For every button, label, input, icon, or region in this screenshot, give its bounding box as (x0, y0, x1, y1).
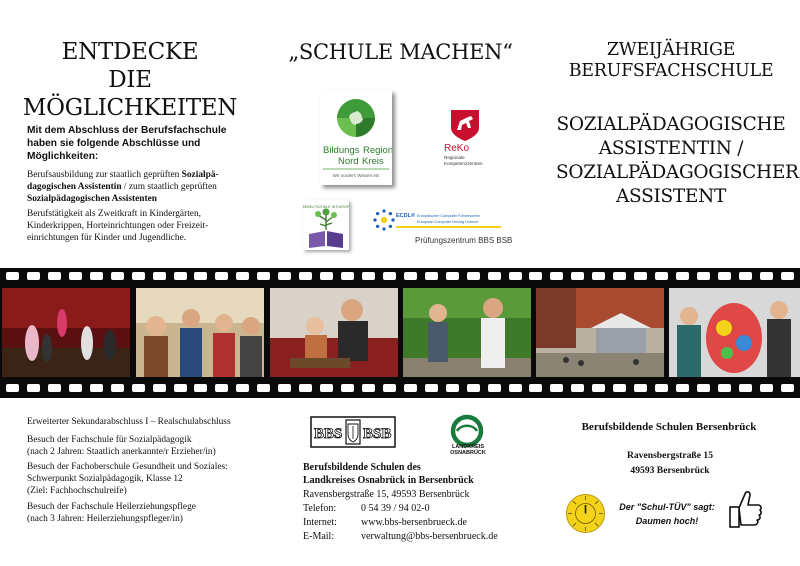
contact-phone-row (303, 503, 430, 514)
option-apprenticeship-a: Berufsausbildung zur staatlich geprüften (27, 170, 182, 180)
film-perforation-hole (446, 272, 459, 280)
film-perforation-hole (174, 272, 187, 280)
option-apprenticeship (27, 170, 255, 206)
school-name-line-2: Landkreises Osnabrück in Bersenbrück (303, 475, 474, 486)
contact-web-row (303, 517, 467, 528)
film-perforation-hole (571, 384, 584, 392)
film-perforation-hole (194, 272, 207, 280)
mail-label: E-Mail: (303, 531, 335, 542)
film-perforation-hole (48, 384, 61, 392)
photo-students-group (136, 288, 264, 377)
tuev-slogan (608, 500, 726, 529)
intro-text: Mit dem Abschluss der Berufsfachschule haben sie folgende Abschlüsse und Möglichkeiten: (27, 125, 227, 163)
reko-sub2: Kompetenzzentren (444, 161, 483, 166)
pruefungszentrum-caption: Prüfungszentrum BBS BSB (415, 236, 513, 245)
photo-costume-figure (669, 288, 800, 377)
film-perforation-top (0, 272, 800, 282)
film-perforation-hole (320, 384, 333, 392)
film-perforation-hole (571, 272, 584, 280)
film-perforation-hole (509, 384, 522, 392)
film-perforation-hole (27, 272, 40, 280)
film-perforation-hole (111, 384, 124, 392)
film-perforation-hole (550, 384, 563, 392)
bbs-left-text: BBS (314, 426, 343, 442)
profession-line-2: ASSISTENTIN / (598, 138, 744, 160)
heading-line-1: ENTDECKE (61, 39, 199, 65)
main-heading (10, 38, 250, 122)
tuev-badge-icon (565, 493, 606, 534)
web-label: Internet: (303, 517, 337, 528)
school-type-heading (560, 40, 782, 83)
option-apprenticeship-c: / zum staatlich geprüften (121, 181, 217, 192)
path-fs-line-2: (nach 2 Jahren: Staatlich anerkannte/r Erzieher/in) (27, 446, 216, 457)
film-perforation-hole (488, 272, 501, 280)
film-perforation-hole (6, 384, 19, 392)
film-perforation-hole (153, 384, 166, 392)
film-perforation-hole (299, 384, 312, 392)
film-perforation-hole (48, 272, 61, 280)
reko-name: ReKo (444, 143, 470, 154)
film-perforation-hole (446, 384, 459, 392)
film-perforation-hole (760, 384, 773, 392)
film-perforation-hole (509, 272, 522, 280)
film-perforation-hole (613, 272, 626, 280)
film-perforation-hole (257, 384, 270, 392)
contact-address: Ravensbergstraße 15, 49593 Bersenbrück (303, 489, 470, 500)
email-link[interactable]: verwaltung@bbs-bersenbrueck.de (361, 531, 498, 542)
film-perforation-hole (236, 384, 249, 392)
film-perforation-hole (467, 272, 480, 280)
profession-line-3: SOZIALPÄDAGOGISCHER (556, 162, 799, 184)
film-perforation-hole (718, 384, 731, 392)
film-perforation-bottom (0, 384, 800, 394)
landkreis-line-2: OSNABRÜCK (450, 449, 486, 456)
motto-heading: „SCHULE MACHEN“ (288, 40, 513, 64)
film-perforation-hole (529, 384, 542, 392)
heading-line-2: DIE MÖGLICHKEITEN (22, 67, 238, 122)
film-perforation-hole (278, 384, 291, 392)
path-fachschule-sozialpaedagogik (27, 435, 282, 459)
film-perforation-hole (174, 384, 187, 392)
film-strip (0, 268, 800, 398)
film-perforation-hole (383, 384, 396, 392)
film-perforation-hole (592, 384, 605, 392)
film-perforation-hole (718, 272, 731, 280)
school-city: 49593 Bersenbrück (630, 465, 710, 476)
path-fachoberschule (27, 462, 282, 498)
bildungsregion-logo (320, 90, 392, 185)
umweltschule-caption: UMWELTSCHULE IN EUROPA (303, 205, 349, 209)
film-perforation-hole (257, 272, 270, 280)
film-perforation-hole (550, 272, 563, 280)
path-fs-line-1: Besuch der Fachschule für Sozialpädagogik (27, 435, 192, 445)
photo-schoolyard (536, 288, 664, 377)
film-perforation-hole (592, 272, 605, 280)
film-perforation-hole (341, 272, 354, 280)
film-perforation-hole (194, 384, 207, 392)
film-perforation-hole (236, 272, 249, 280)
film-perforation-hole (781, 272, 794, 280)
bbs-bsb-logo (310, 414, 396, 452)
film-perforation-hole (215, 384, 228, 392)
film-perforation-hole (488, 384, 501, 392)
phone-number[interactable]: 0 54 39 / 94 02-0 (361, 503, 430, 514)
path-hep-line-1: Besuch der Fachschule Heilerziehungspflege (27, 502, 196, 512)
film-perforation-hole (739, 272, 752, 280)
film-perforation-hole (404, 272, 417, 280)
film-perforation-hole (425, 384, 438, 392)
film-perforation-hole (69, 272, 82, 280)
film-perforation-hole (299, 272, 312, 280)
contact-mail-row (303, 531, 498, 542)
film-perforation-hole (781, 384, 794, 392)
film-perforation-hole (362, 384, 375, 392)
option-employment: Berufstätigkeit als Zweitkraft in Kindergärten, Kinderkrippen, Horteinrichtungen oder Freizeit-einrichtungen für Kinder und Jugendliche. (27, 209, 209, 243)
film-perforation-hole (467, 384, 480, 392)
film-perforation-hole (676, 384, 689, 392)
photo-child-and-adult (270, 288, 398, 377)
school-full-name (303, 461, 533, 487)
profession-heading (556, 113, 799, 209)
ecdl-line2: European Computer Driving Licence (417, 220, 479, 224)
film-perforation-hole (655, 384, 668, 392)
film-perforation-hole (320, 272, 333, 280)
thumbs-up-icon (725, 488, 765, 534)
film-perforation-hole (383, 272, 396, 280)
path-fos-line-3: (Ziel: Fachhochschulreife) (27, 485, 127, 496)
film-perforation-hole (634, 272, 647, 280)
school-type-line-2: BERUFSFACHSCHULE (568, 61, 774, 82)
film-perforation-hole (278, 272, 291, 280)
film-perforation-hole (425, 272, 438, 280)
film-perforation-hole (404, 384, 417, 392)
film-perforation-hole (634, 384, 647, 392)
option-apprenticeship-d: Sozialpädagogischen Assistenten (27, 193, 157, 204)
path-realschulabschluss: Erweiterter Sekundarabschluss I – Realschulabschluss (27, 417, 231, 427)
film-perforation-hole (613, 384, 626, 392)
profession-line-4: ASSISTENT (615, 186, 727, 208)
film-perforation-hole (132, 384, 145, 392)
tuev-line-2: Daumen hoch! (635, 516, 699, 527)
path-fos-line-2: Schwerpunkt Sozialpädagogik, Klasse 12 (27, 473, 183, 484)
reko-logo (440, 108, 490, 168)
path-fos-line-1: Besuch der Fachoberschule Gesundheit und Soziales: (27, 462, 228, 472)
ecdl-line1: Europäischer Computer Führerschein (417, 214, 481, 218)
landkreis-label (441, 445, 495, 457)
film-perforation-hole (111, 272, 124, 280)
film-perforation-hole (676, 272, 689, 280)
film-perforation-hole (69, 384, 82, 392)
landkreis-line-1: LANDKREIS (451, 444, 485, 450)
film-perforation-hole (529, 272, 542, 280)
bildung-word3: Nord (338, 156, 359, 167)
school-short-name: Berufsbildende Schulen Bersenbrück (581, 421, 757, 433)
bildung-word2: Region (363, 145, 392, 156)
film-perforation-hole (655, 272, 668, 280)
film-perforation-hole (362, 272, 375, 280)
profession-line-1: SOZIALPÄDAGOGISCHE (556, 114, 786, 135)
photo-stage-performance (2, 288, 130, 377)
photo-boys-outdoors (403, 288, 531, 377)
tuev-line-1: Der "Schul-TÜV" sagt: (619, 502, 715, 512)
film-perforation-hole (215, 272, 228, 280)
film-perforation-hole (132, 272, 145, 280)
school-street: Ravensbergstraße 15 (626, 450, 714, 461)
umweltschule-logo (303, 200, 349, 250)
film-perforation-hole (697, 272, 710, 280)
path-heilerziehungspflege (27, 502, 282, 526)
ecdl-logo (372, 207, 504, 233)
film-perforation-hole (6, 272, 19, 280)
film-perforation-hole (341, 384, 354, 392)
school-name-line-1: Berufsbildende Schulen des (303, 462, 421, 473)
website-link[interactable]: www.bbs-bersenbrueck.de (361, 517, 467, 528)
film-perforation-hole (697, 384, 710, 392)
film-perforation-hole (153, 272, 166, 280)
bildung-tagline: Wir nordern Wissen ein (332, 173, 380, 178)
bbs-right-text: BSB (363, 426, 392, 442)
school-type-line-1: ZWEIJÄHRIGE (606, 40, 736, 60)
option-apprenticeship-b: Sozialpä-dagogischen Assistentin (27, 170, 219, 192)
bildung-word4: Kreis (362, 156, 384, 167)
ecdl-name: ECDL® (396, 213, 416, 219)
film-perforation-hole (90, 272, 103, 280)
bildung-word1: Bildungs (323, 145, 360, 156)
path-hep-line-2: (nach 3 Jahren: Heilerziehungspfleger/in) (27, 513, 183, 524)
reko-sub1: Regionale (444, 155, 465, 160)
film-perforation-hole (760, 272, 773, 280)
film-perforation-hole (27, 384, 40, 392)
phone-label: Telefon: (303, 503, 337, 514)
film-perforation-hole (739, 384, 752, 392)
film-perforation-hole (90, 384, 103, 392)
